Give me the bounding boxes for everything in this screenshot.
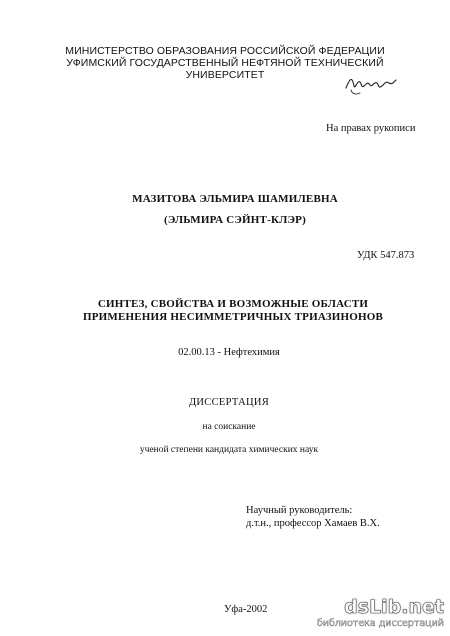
document-type: ДИССЕРТАЦИЯ: [188, 397, 270, 408]
ministry-line-2: УФИМСКИЙ ГОСУДАРСТВЕННЫЙ НЕФТЯНОЙ ТЕХНИЧЕСКИЙ: [66, 57, 384, 69]
handwritten-signature: [342, 68, 398, 98]
supervisor-label: Научный руководитель:: [246, 505, 353, 516]
degree: ученой степени кандидата химических наук: [139, 445, 319, 455]
place-year: Уфа-2002: [224, 604, 268, 615]
ministry-line-3: УНИВЕРСИТЕТ: [185, 69, 265, 81]
watermark-logo: dsLib.net: [344, 596, 444, 618]
supervisor-name: д.т.н., профессор Хамаев В.Х.: [246, 518, 380, 529]
for-degree: на соискание: [202, 422, 256, 432]
ministry-line-1: МИНИСТЕРСТВО ОБРАЗОВАНИЯ РОССИЙСКОЙ ФЕДЕРАЦИИ: [65, 45, 385, 57]
title-line-1: СИНТЕЗ, СВОЙСТВА И ВОЗМОЖНЫЕ ОБЛАСТИ: [97, 298, 369, 310]
site-watermark: [318, 596, 446, 632]
author-alias: (ЭЛЬМИРА СЭЙНТ-КЛЭР): [164, 214, 306, 226]
watermark-subtitle: библиотека диссертаций: [316, 618, 444, 629]
title-line-2: ПРИМЕНЕНИЯ НЕСИММЕТРИЧНЫХ ТРИАЗИНОНОВ: [82, 311, 384, 323]
rights-note: На правах рукописи: [326, 123, 416, 134]
udk-code: УДК 547.873: [357, 250, 415, 261]
specialty: 02.00.13 - Нефтехимия: [178, 347, 280, 358]
author-name: МАЗИТОВА ЭЛЬМИРА ШАМИЛЕВНА: [132, 193, 338, 205]
